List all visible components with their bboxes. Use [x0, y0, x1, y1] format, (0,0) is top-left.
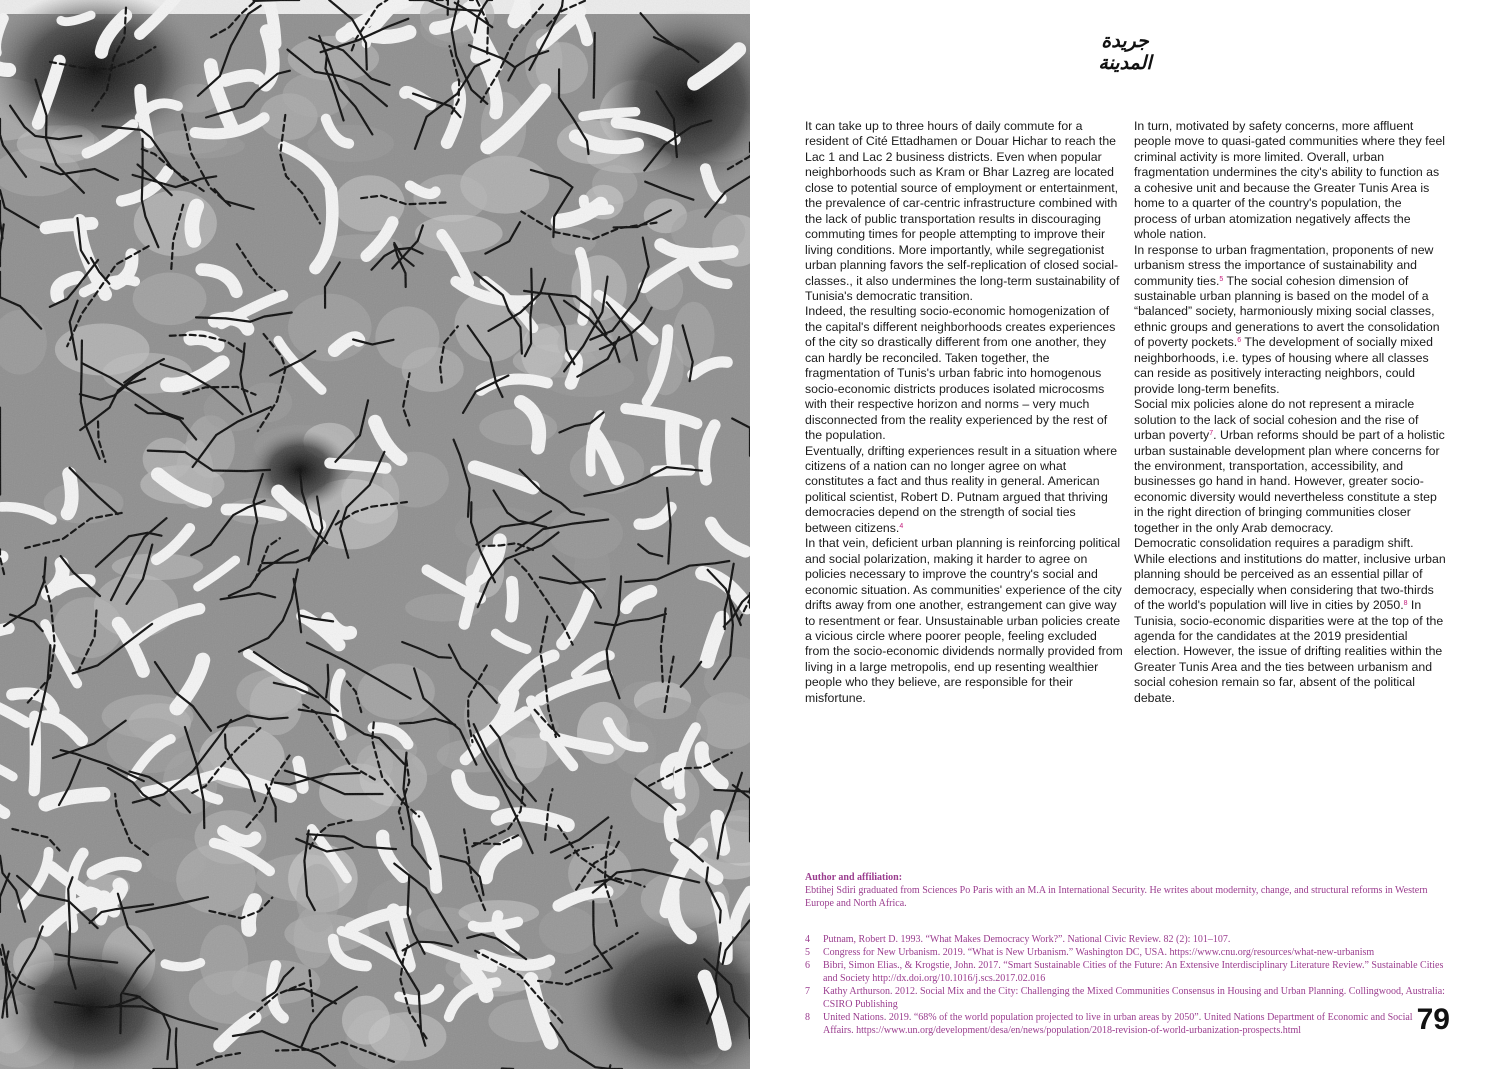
- footnote-ref[interactable]: 5: [1219, 275, 1224, 283]
- footnote-number: 6: [805, 960, 810, 971]
- paragraph: [805, 444, 1123, 537]
- paragraph-text: Democratic consolidation requires a paradigm shift. While elections and institutions do matter, inclusive urban planning should be perceived as an essential pillar of democracy, especially when considering that two-thirds of the world's population will live in cities by 2050.: [1134, 536, 1446, 613]
- paragraph-text: The social cohesion dimension of sustainable urban planning is based on the model of a “balanced” society, harmoniously mixing social classes, ethnic groups and generations to avert the consolidation of poverty pockets.: [1134, 273, 1440, 350]
- paragraph-text: . Urban reforms should be part of a holistic urban sustainable development plan where concerns for the environment, transportation, accessibility, and businesses go hand in hand. However, greater socio-economic diversity would nevertheless constitute a step in the right direction of bringing communities closer together in the only Arab democracy.: [1134, 428, 1445, 535]
- paragraph-text: Social mix policies alone do not represent a miracle solution to the lack of social cohesion and the rise of urban poverty: [1134, 397, 1419, 443]
- paragraph: Indeed, the resulting socio-economic homogenization of the capital's different neighborhoods creates experiences of the city so drastically different from one another, they can hardly be reconciled. Taken together, the fragmentation of Tunis's urban fabric into homogenous socio-economic districts produces isolated microcosms with their respective horizon and norms – very much disconnected from the reality experienced by the rest of the population.: [805, 304, 1116, 443]
- paragraph-text: In Tunisia, socio-economic disparities were at the top of the agenda for the candidates at the 2019 presidential election. However, the issue of drifting realities within the Greater Tunis Area and the ties between urbanism and social cohesion remain so far, absent of the political debate.: [1134, 598, 1444, 705]
- footnote-number: 5: [805, 947, 810, 958]
- paragraph: It can take up to three hours of daily commute for a resident of Cité Ettadhamen or Douar Hichar to reach the Lac 1 and Lac 2 business districts. Even when popular neighborhoods such as Kram or Bhar Lazreg are located close to potential source of employment or entertainment, the prevalence of car-centric infrastructure combined with the lack of public transportation results in discouraging commuting times for people attempting to improve their living conditions. More importantly, while segregationist urban planning favors the self-replication of closed social-classes., it also undermines the long-term sustainability of Tunisia's democratic transition.: [805, 119, 1120, 303]
- footnote-item: [805, 985, 1445, 1011]
- footnote-text: Kathy Arthurson. 2012. Social Mix and the City: Challenging the Mixed Communities Consensus in Housing and Urban Planning. Collingwood, Australia: CSIRO Publishing: [823, 986, 1445, 1010]
- footnote-item: [805, 933, 1445, 946]
- footnote-ref[interactable]: 6: [1237, 337, 1242, 345]
- article-column-left: [805, 119, 1123, 706]
- paragraph: [1134, 397, 1446, 536]
- paragraph-text: The development of socially mixed neighborhoods, i.e. types of housing where all classes can reside as positively interacting neighbors, could provide long-term benefits.: [1134, 335, 1433, 396]
- footnote-ref[interactable]: 4: [899, 522, 904, 530]
- footnote-ref[interactable]: 7: [1209, 430, 1214, 438]
- author-heading: Author and affiliation:: [805, 872, 903, 883]
- footnote-number: 7: [805, 986, 810, 997]
- article-column-right: [1134, 119, 1446, 706]
- footnote-number: 4: [805, 934, 810, 945]
- footnote-text: Putnam, Robert D. 1993. “What Makes Democracy Work?”. National Civic Review. 82 (2): 101–107.: [823, 934, 1231, 945]
- paragraph: In that vein, deficient urban planning is reinforcing political and social polarization, making it harder to agree on policies necessary to improve the country's social and economic situation. As communities' experience of the city drifts away from one another, estrangement can give way to resentment or fear. Unsustainable urban policies create a vicious circle where poorer people, feeling excluded from the socio-economic dividends normally provided from living in a large metropolis, end up resenting wealthier people who they believe, are responsible for their misfortune.: [805, 536, 1123, 705]
- paragraph-text: Eventually, drifting experiences result in a situation where citizens of a nation can no longer agree on what constitutes a fact and thus reality in general. American political scientist, Robert D. Putnam argued that thriving democracies depend on the strength of social ties between citizens.: [805, 443, 1118, 535]
- footnote-text: Congress for New Urbanism. 2019. “What is New Urbanism.” Washington DC, USA. https://www.cnu.org/resources/what-new-urbanism: [823, 947, 1375, 958]
- footnote-item: [805, 1011, 1445, 1037]
- author-affiliation: [805, 871, 1435, 910]
- footnote-text: Bibri, Simon Elias., & Krogstie, John. 2017. “Smart Sustainable Cities of the Future: An Extensive Interdisciplinary Literature Review.” Sustainable Cities and Society http://dx.doi.org/10.1016/j.scs.2017.02.016: [823, 960, 1444, 984]
- author-bio: Ebtihej Sdiri graduated from Sciences Po Paris with an M.A in International Security. He writes about modernity, change, and structural reforms in Western Europe and North Africa.: [805, 885, 1428, 909]
- footnotes-list: [805, 933, 1445, 1037]
- paragraph: [1134, 536, 1446, 706]
- paragraph-text: In response to urban fragmentation, proponents of new urbanism stress the importance of sustainability and community ties.: [1134, 242, 1434, 288]
- masthead-logo: جريدة المدينة: [1098, 30, 1152, 74]
- paragraph: In turn, motivated by safety concerns, more affluent people move to quasi-gated communities where they feel criminal activity is more limited. Overall, urban fragmentation undermines the city's ability to function as a cohesive unit and because the Greater Tunis Area is home to a quarter of the country's population, the process of urban atomization negatively affects the whole nation.: [1134, 119, 1446, 242]
- footnote-number: 8: [805, 1012, 810, 1023]
- footnote-ref[interactable]: 8: [1403, 600, 1408, 608]
- footnote-item: [805, 959, 1445, 985]
- page-number: 79: [1416, 1003, 1450, 1036]
- footnote-item: [805, 946, 1445, 959]
- footnote-text: United Nations. 2019. “68% of the world population projected to live in urban areas by 2050”. United Nations Department of Economic and Social Affairs. https://www.un.org/development/desa/en/news/population/2018-revision-of-world-urbanization-prospects.html: [823, 1012, 1413, 1036]
- paragraph: [1134, 243, 1446, 398]
